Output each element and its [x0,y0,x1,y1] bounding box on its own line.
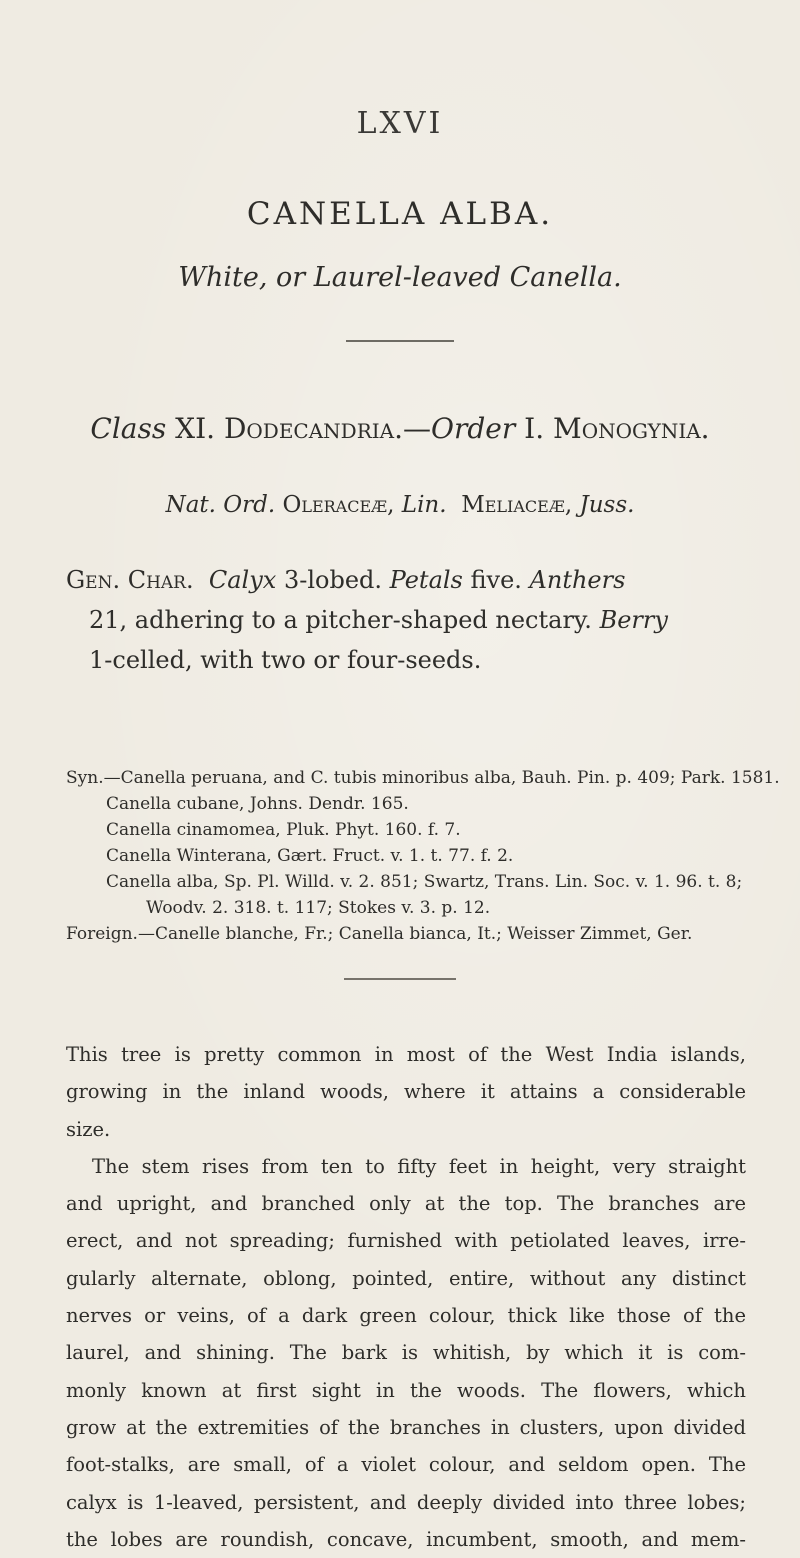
gen-text: 1-celled, with two or four-seeds. [89,646,482,674]
body-line: gularly alternate, oblong, pointed, entire, without any distinct [66,1266,746,1290]
synonym-line: Woodv. 2. 318. t. 117; Stokes v. 3. p. 12. [146,898,491,918]
order-word: Order [431,412,516,445]
gen-char-line [66,600,746,640]
gen-term: Petals [389,566,463,594]
body-line: erect, and not spreading; furnished with petiolated leaves, irre- [66,1229,746,1253]
gen-text: 3-lobed. [276,566,390,594]
foreign-names: Foreign.—Canelle blanche, Fr.; Canella bianca, It.; Weisser Zimmet, Ger. [66,924,693,944]
class-word: Class [90,412,167,445]
order-number: I. [524,412,545,445]
synonym-line: Canella alba, Sp. Pl. Willd. v. 2. 851; Swartz, Trans. Lin. Soc. v. 1. 96. t. 8; [106,872,743,892]
body-line: calyx is 1-leaved, persistent, and deeply divided into three lobes; [66,1490,746,1514]
body-line: growing in the inland woods, where it attains a considerable [66,1080,746,1104]
body-line: This tree is pretty common in most of the West India islands, [66,1043,746,1066]
description-text [66,1036,746,1558]
natural-order [0,492,800,518]
synonyms-block [66,765,780,947]
class-number: XI. [175,412,216,445]
body-line: The stem rises from ten to fifty feet in height, very straight [92,1154,746,1178]
gen-text: five. [462,566,530,594]
body-line: nerves or veins, of a dark green colour, thick like those of the [66,1304,746,1328]
synonym-line: Canella cinamomea, Pluk. Phyt. 160. f. 7. [106,820,461,840]
plant-title: CANELLA ALBA. [246,196,554,232]
body-line: foot-stalks, are small, of a violet colour, and seldom open. The [66,1453,746,1477]
jussieu-family: Meliaceæ, [461,492,573,518]
gen-char-label: Gen. Char. [66,566,194,594]
gen-char-line [66,560,746,600]
gen-char-line [66,640,746,680]
body-line: monly known at first sight in the woods. The flowers, which [66,1378,746,1402]
natural-order-label: Nat. Ord. [165,492,276,518]
generic-character [66,560,746,680]
body-line: size. [66,1117,111,1141]
gen-term: Berry [599,606,668,634]
plant-common-name: White, or Laurel-leaved Canella. [178,262,622,293]
linnaean-classification [0,412,800,445]
section-divider [346,340,454,342]
class-name: Dodecandria. [223,412,404,445]
synonym-line: Syn.—Canella peruana, and C. tubis minoribus alba, Bauh. Pin. p. 409; Park. 1581. [66,768,780,788]
linnaean-family: Oleraceæ, [282,492,395,518]
gen-term: Calyx [208,566,277,594]
body-line: and upright, and branched only at the top. The branches are [66,1192,746,1216]
body-line: grow at the extremities of the branches in clusters, upon divided [66,1415,746,1439]
synonym-line: Canella Winterana, Gært. Fruct. v. 1. t. 77. f. 2. [106,846,514,866]
body-line: laurel, and shining. The bark is whitish, by which it is com- [66,1341,746,1365]
linnaean-author: Lin. [401,492,447,518]
dash: — [403,412,432,445]
gen-term: Anthers [529,566,626,594]
synonym-line: Canella cubane, Johns. Dendr. 165. [106,794,409,814]
jussieu-author: Juss. [579,492,635,518]
gen-text: 21, adhering to a pitcher-shaped nectary. [89,606,600,634]
order-name: Monogynia. [553,412,710,445]
page-number: LXVI [356,106,444,141]
body-line: the lobes are roundish, concave, incumbent, smooth, and mem- [66,1527,746,1551]
section-divider [344,978,456,980]
